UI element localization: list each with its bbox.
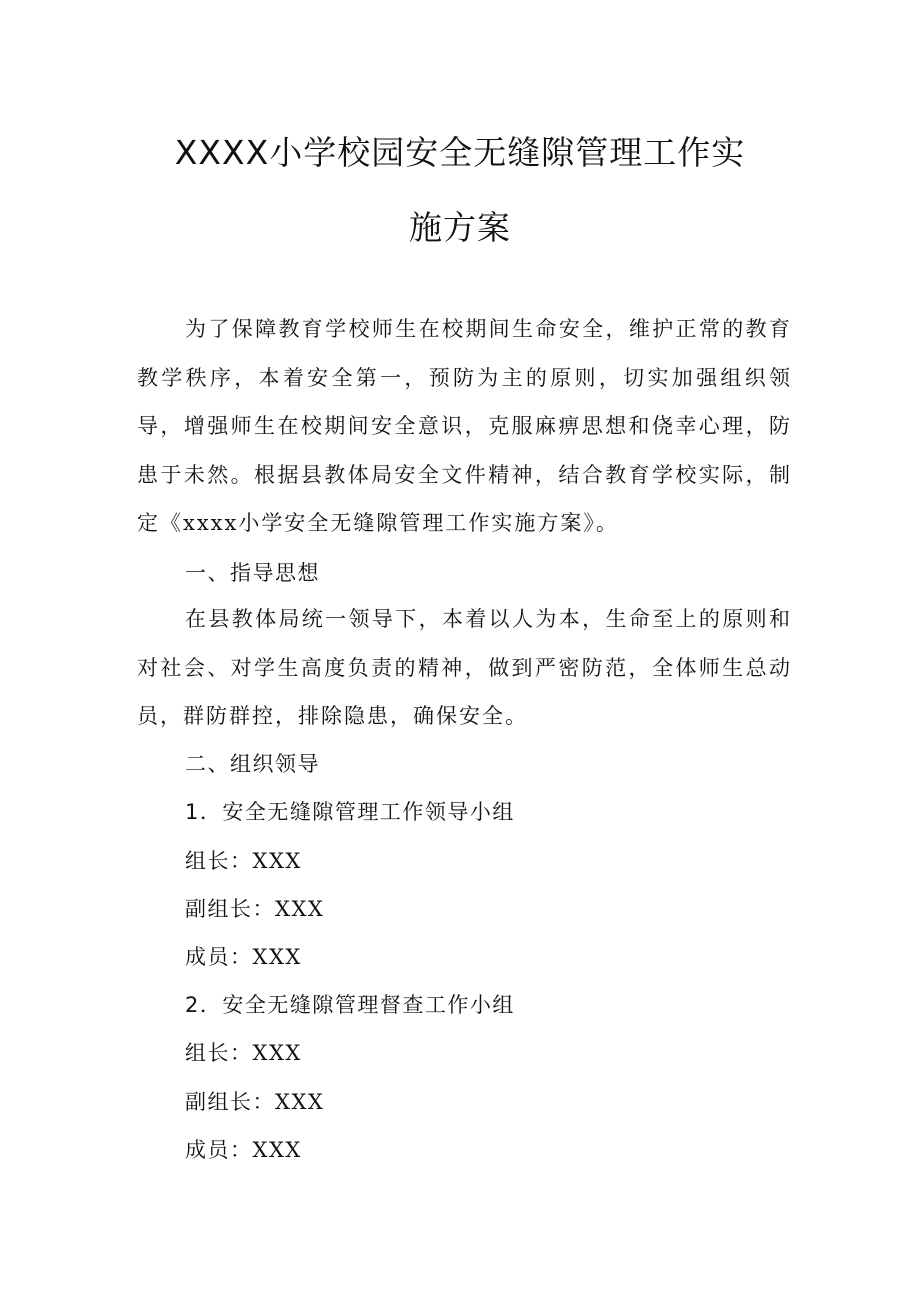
intro-paragraph: 为了保障教育学校师生在校期间生命安全，维护正常的教育教学秩序，本着安全第一，预防为主的原则，切实加强组织领导，增强师生在校期间安全意识，克服麻痹思想和侥幸心理，防患于未然。根据县教体局安全文件精神，结合教育学校实际，制定《xxxx小学安全无缝隙管理工作实施方案》。 <box>137 317 792 535</box>
document-title-line-2: 施方案 <box>409 208 511 247</box>
group-1-deputy-leader: 副组长：XXX <box>185 897 325 921</box>
group-2-leader: 组长：XXX <box>185 1041 302 1065</box>
group-1-heading: 1．安全无缝隙管理工作领导小组 <box>185 800 515 824</box>
document-title-line-1: XXXX小学校园安全无缝隙管理工作实 <box>174 133 746 172</box>
section-1-heading: 一、指导思想 <box>185 561 320 585</box>
group-2-heading: 2．安全无缝隙管理督查工作小组 <box>185 993 515 1017</box>
section-2-heading: 二、组织领导 <box>185 752 320 776</box>
group-1-members: 成员：XXX <box>185 945 302 969</box>
group-1-leader: 组长：XXX <box>185 849 302 873</box>
group-2-deputy-leader: 副组长：XXX <box>185 1090 325 1114</box>
section-1-paragraph: 在县教体局统一领导下，本着以人为本，生命至上的原则和对社会、对学生高度负责的精神，做到严密防范，全体师生总动员，群防群控，排除隐患，确保安全。 <box>137 607 792 728</box>
group-2-members: 成员：XXX <box>185 1138 302 1162</box>
